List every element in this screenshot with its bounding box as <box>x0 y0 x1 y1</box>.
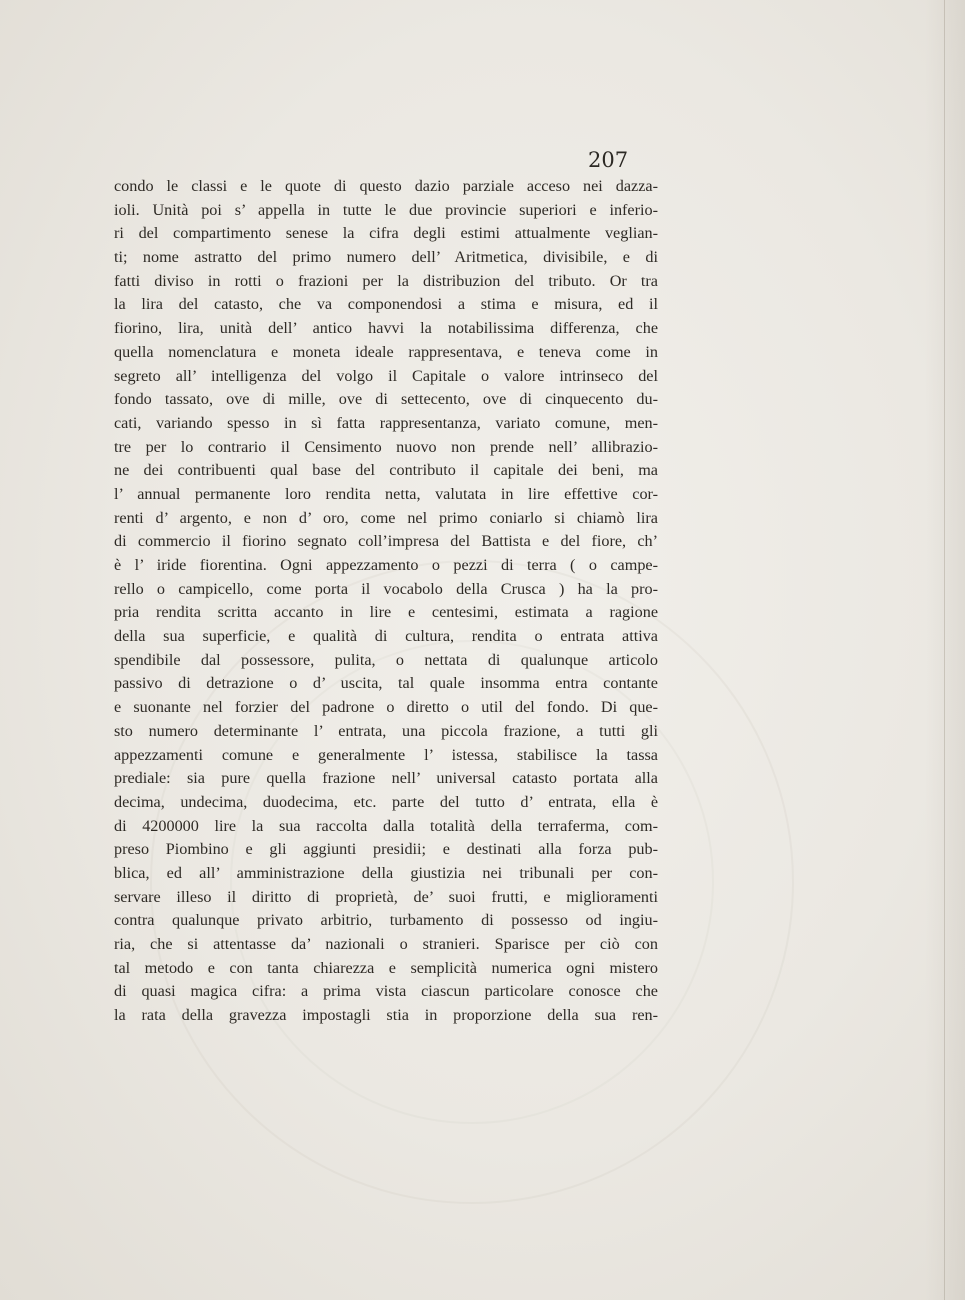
text-line: segreto all’ intelligenza del volgo il Capitale o valore intrinseco del <box>114 366 658 385</box>
text-line: è l’ iride fiorentina. Ogni appezzamento o pezzi di terra ( o campe- <box>114 556 658 574</box>
text-line: decima, undecima, duodecima, etc. parte del tutto d’ entrata, ella è <box>114 792 658 811</box>
text-line: l’ annual permanente loro rendita netta, valutata in lire effettive cor- <box>114 484 658 503</box>
text-line: di commercio il fiorino segnato coll’impresa del Battista e del fiore, ch’ <box>114 532 658 551</box>
text-line: sto numero determinante l’ entrata, una piccola frazione, a tutti gli <box>114 721 658 740</box>
text-line: ioli. Unità poi s’ appella in tutte le due provincie superiori e inferio- <box>114 200 658 219</box>
text-line: preso Piombino e gli aggiunti presidii; e destinati alla forza pub- <box>114 840 658 859</box>
text-line: contra qualunque privato arbitrio, turbamento di possesso od ingiu- <box>114 911 658 930</box>
text-line: spendibile dal possessore, pulita, o nettata di qualunque articolo <box>114 650 658 669</box>
text-line: fondo tassato, ove di mille, ove di settecento, ove di cinquecento du- <box>114 390 658 409</box>
text-line: appezzamenti comune e generalmente l’ istessa, stabilisce la tassa <box>114 745 658 764</box>
text-line: la rata della gravezza impostagli stia in proporzione della sua ren- <box>114 1006 658 1025</box>
text-line: e suonante nel forzier del padrone o diretto o util del fondo. Di que- <box>114 698 658 717</box>
text-line: condo le classi e le quote di questo dazio parziale acceso nei dazza- <box>114 177 658 195</box>
text-line: di quasi magica cifra: a prima vista ciascun particolare conosce che <box>114 982 658 1001</box>
text-line: ti; nome astratto del primo numero dell’ Aritmetica, divisibile, e di <box>114 248 658 267</box>
text-line: prediale: sia pure quella frazione nell’ universal catasto portata alla <box>114 769 658 788</box>
page-edge-line <box>944 0 945 1300</box>
text-line: ne dei contribuenti qual base del contributo il capitale dei beni, ma <box>114 461 658 480</box>
text-line: blica, ed all’ amministrazione della giustizia nei tribunali per con- <box>114 863 658 882</box>
text-line: fatti diviso in rotti o frazioni per la distribuzion del tributo. Or tra <box>114 271 658 290</box>
text-line: ri del compartimento senese la cifra degli estimi attualmente veglian- <box>114 224 658 243</box>
text-line: fiorino, lira, unità dell’ antico havvi la notabilissima differenza, che <box>114 319 658 338</box>
text-line: quella nomenclatura e moneta ideale rappresentava, e teneva come in <box>114 342 658 361</box>
body-text <box>114 175 658 1028</box>
text-line: passivo di detrazione o d’ uscita, tal quale insomma entra contante <box>114 674 658 693</box>
text-line: rello o campicello, come porta il vocabolo della Crusca ) ha la pro- <box>114 579 658 598</box>
page-number: 207 <box>588 148 629 172</box>
page-edge-shadow <box>925 0 965 1300</box>
text-line: tal metodo e con tanta chiarezza e semplicità numerica ogni mistero <box>114 958 658 977</box>
text-line: la lira del catasto, che va componendosi a stima e misura, ed il <box>114 295 658 314</box>
text-line: renti d’ argento, e non d’ oro, come nel primo coniarlo si chiamò lira <box>114 508 658 527</box>
text-line: cati, variando spesso in sì fatta rappresentanza, variato comune, men- <box>114 413 658 432</box>
text-line: ria, che si attentasse da’ nazionali o stranieri. Sparisce per ciò con <box>114 935 658 953</box>
text-line: tre per lo contrario il Censimento nuovo non prende nell’ allibrazio- <box>114 437 658 456</box>
text-line: della sua superficie, e qualità di cultura, rendita o entrata attiva <box>114 627 658 646</box>
text-line: servare illeso il diritto di proprietà, de’ suoi frutti, e miglioramenti <box>114 887 658 906</box>
text-line: pria rendita scritta accanto in lire e centesimi, estimata a ragione <box>114 603 658 622</box>
text-line: di 4200000 lire la sua raccolta dalla totalità della terraferma, com- <box>114 816 658 835</box>
